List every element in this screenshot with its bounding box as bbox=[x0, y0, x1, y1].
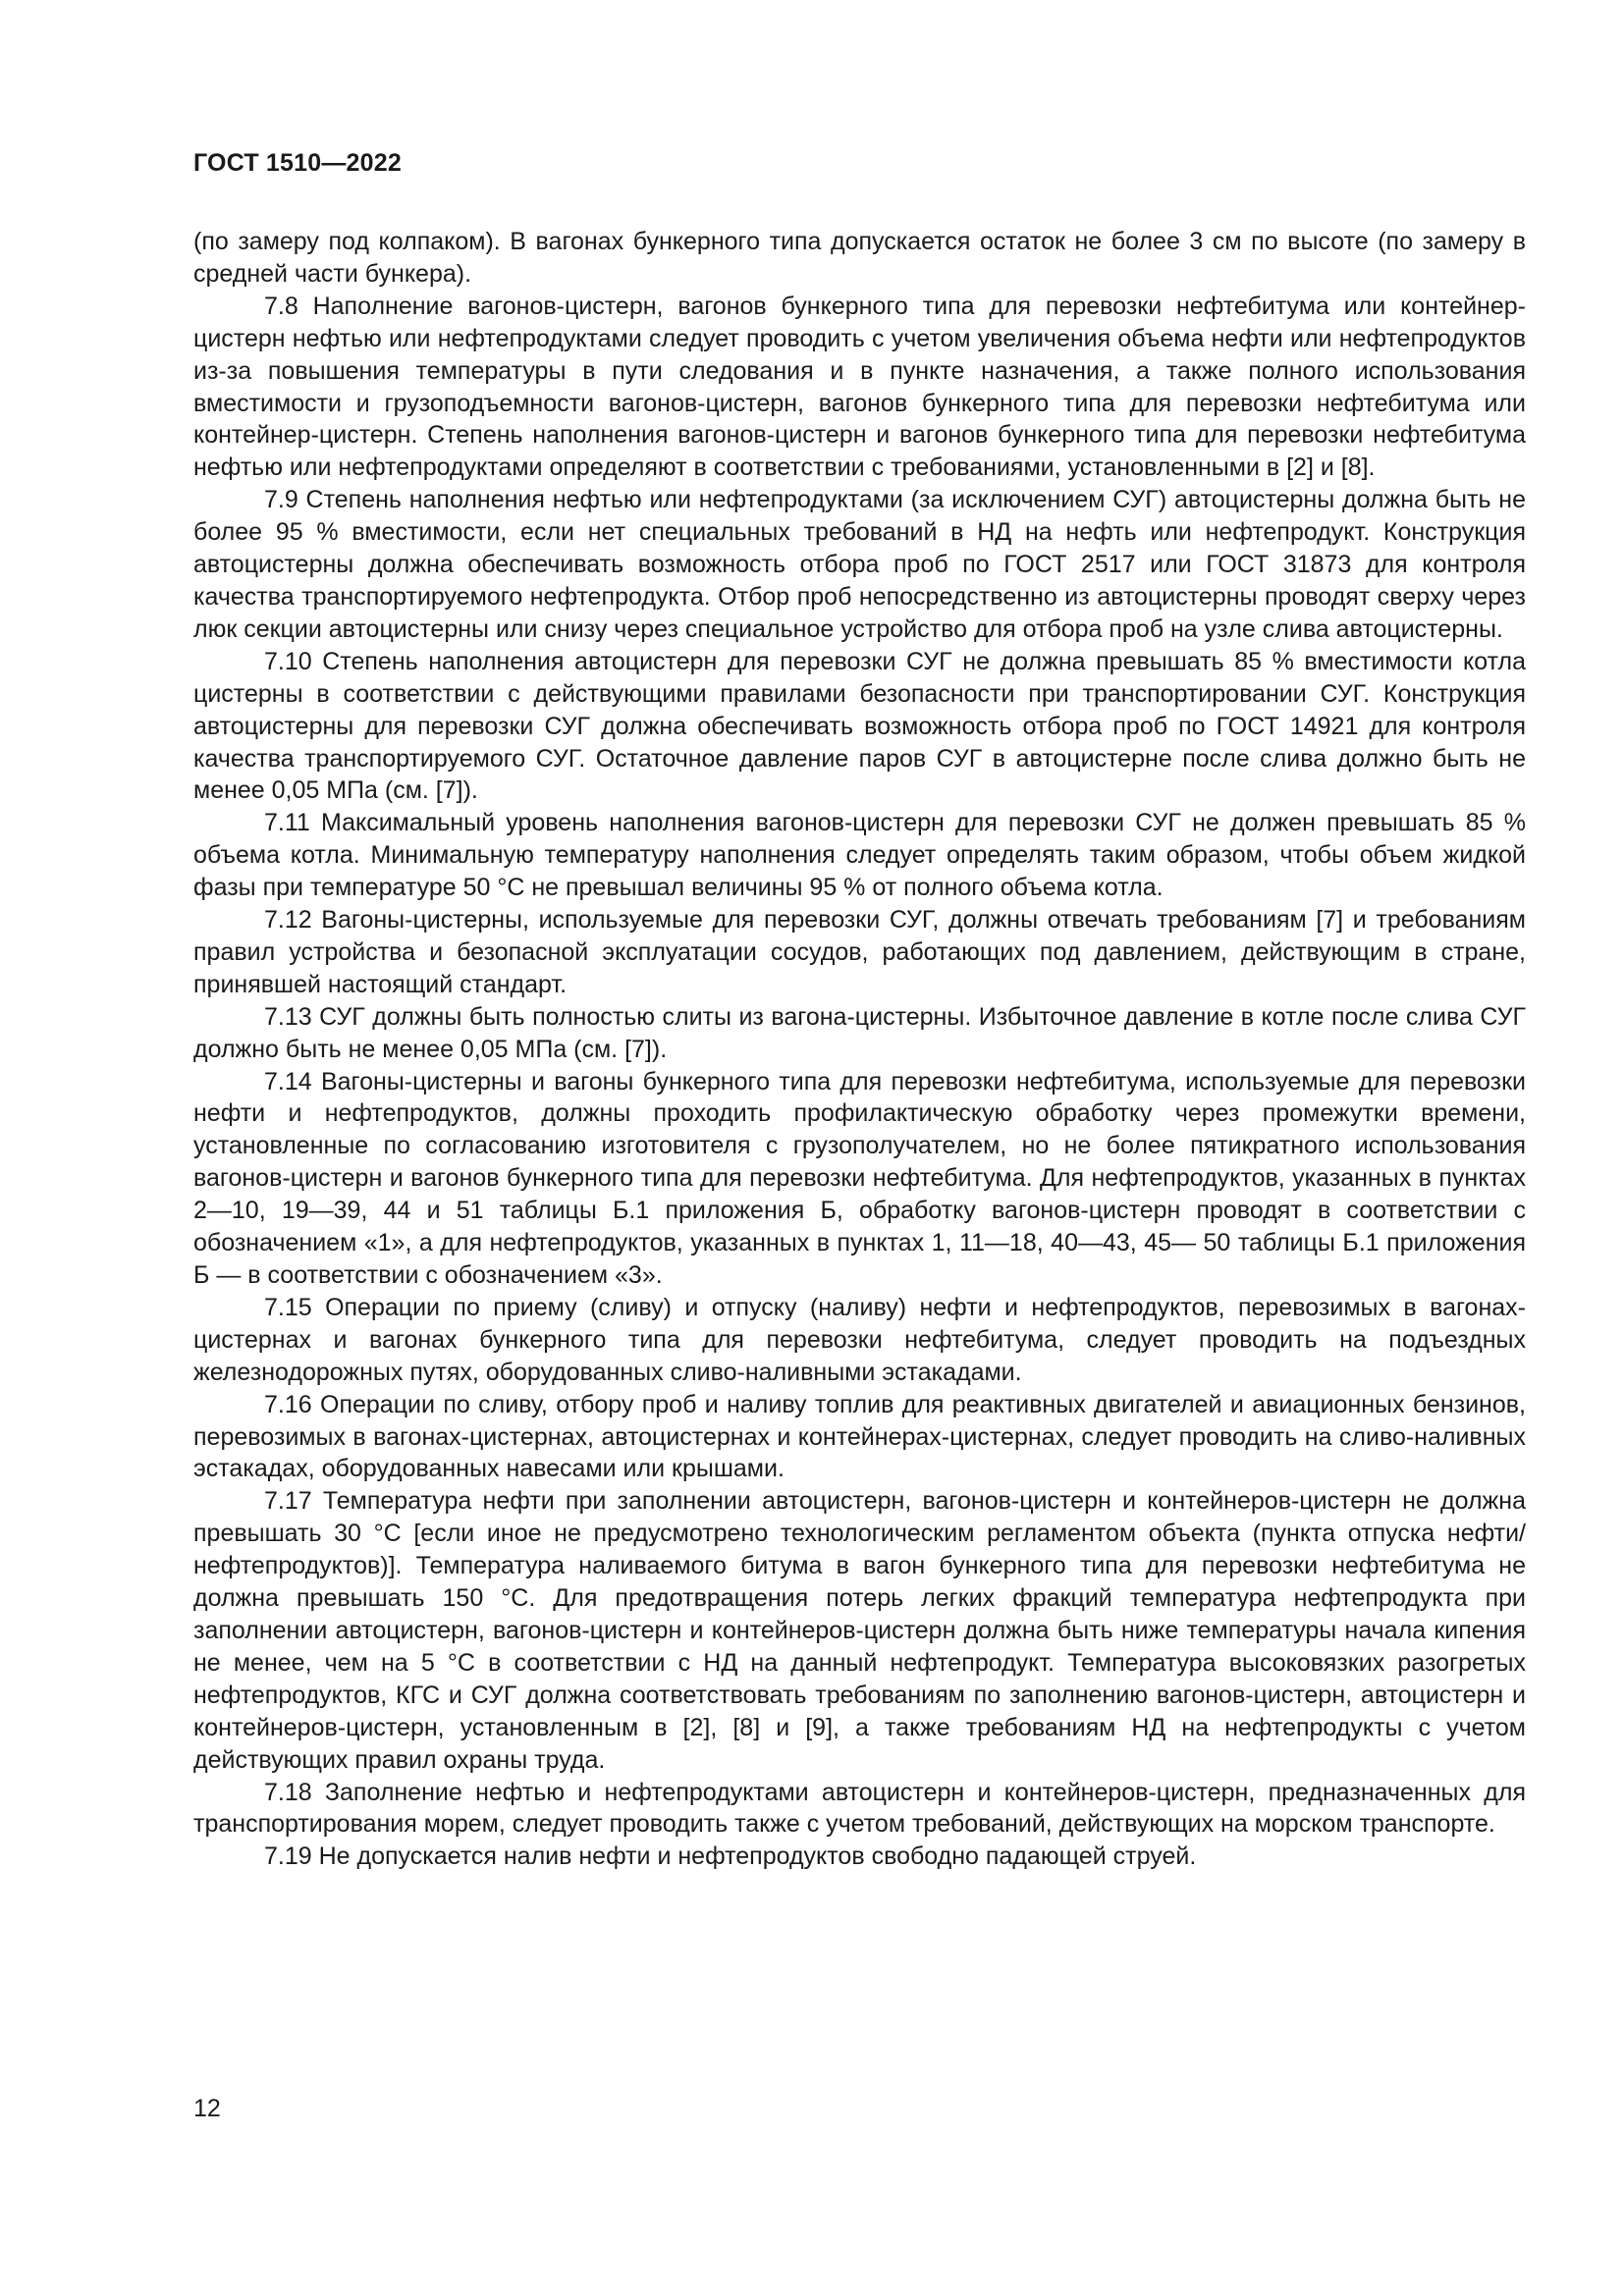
paragraph-7-19: 7.19 Не допускается налив нефти и нефтепродуктов свободно падающей струей. bbox=[264, 1842, 1197, 1871]
paragraph-7-16: 7.16 Операции по сливу, отбору проб и наливу топлив для реактивных двигателей и авиационных бензинов, перевозимых в вагонах-цистернах, автоцистернах и контейнерах-цистернах, следует проводить на сливо-наливных эстакадах, оборудованных навесами или крышами. bbox=[193, 1390, 1526, 1483]
paragraph-7-14: 7.14 Вагоны-цистерны и вагоны бункерного типа для перевозки нефтебитума, используемые для перевозки нефти и нефтепродуктов, должны проходить профилактическую обработку через промежутки времени, установленные по согласованию изготовителя с грузополучателем, но не более пятикратного использования вагонов-цистерн и вагонов бункерного типа для перевозки нефтебитума. Для нефтепродуктов, указанных в пунктах 2—10, 19—39, 44 и 51 таблицы Б.1 приложения Б, обработку вагонов-цистерн проводят в соответствии с обозначением «1», а для нефтепродуктов, указанных в пунктах 1, 11—18, 40—43, 45— 50 таблицы Б.1 приложения Б — в соответствии с обозначением «3». bbox=[193, 1067, 1526, 1289]
paragraph-7-17: 7.17 Температура нефти при заполнении автоцистерн, вагонов-цистерн и контейнеров-цистерн не должна превышать 30 °С [если иное не предусмотрено технологическим регламентом объекта (пункта отпуска нефти/нефтепродуктов)]. Температура наливаемого битума в вагон бункерного типа для перевозки нефтебитума не должна превышать 150 °С. Для предотвращения потерь легких фракций температура нефтепродукта при заполнении автоцистерн, вагонов-цистерн и контейнеров-цистерн должна быть ниже температуры начала кипения не менее, чем на 5 °С в соответствии с НД на данный нефтепродукт. Температура высоковязких разогретых нефтепродуктов, КГС и СУГ должна соответствовать требованиям по заполнению вагонов-цистерн, автоцистерн и контейнеров-цистерн, установленным в [2], [8] и [9], а также требованиям НД на нефтепродукты с учетом действующих правил охраны труда. bbox=[193, 1487, 1526, 1774]
paragraph-7-11: 7.11 Максимальный уровень наполнения вагонов-цистерн для перевозки СУГ не должен превышать 85 % объема котла. Минимальную температуру наполнения следует определять таким образом, чтобы объем жидкой фазы при температуре 50 °С не превышал величины 95 % от полного объема котла. bbox=[193, 809, 1526, 902]
paragraph-7-18: 7.18 Заполнение нефтью и нефтепродуктами автоцистерн и контейнеров-цистерн, предназначенных для транспортирования морем, следует проводить также с учетом требований, действующих на морском транспорте. bbox=[193, 1778, 1526, 1839]
paragraph-7-10: 7.10 Степень наполнения автоцистерн для перевозки СУГ не должна превышать 85 % вместимости котла цистерны в соответствии с действующими правилами безопасности при транспортировании СУГ. Конструкция автоцистерны для перевозки СУГ должна обеспечивать возможность отбора проб по ГОСТ 14921 для контроля качества транспортируемого СУГ. Остаточное давление паров СУГ в автоцистерне после слива должно быть не менее 0,05 МПа (см. [7]). bbox=[193, 647, 1526, 805]
paragraph-7-13: 7.13 СУГ должны быть полностью слиты из вагона-цистерны. Избыточное давление в котле после слива СУГ должно быть не менее 0,05 МПа (см. [7]). bbox=[193, 1002, 1526, 1063]
paragraph-7-12: 7.12 Вагоны-цистерны, используемые для перевозки СУГ, должны отвечать требованиям [7] и требованиям правил устройства и безопасной эксплуатации сосудов, работающих под давлением, действующим в стране, принявшей настоящий стандарт. bbox=[193, 906, 1526, 998]
page-number: 12 bbox=[193, 2095, 221, 2122]
paragraph-7-15: 7.15 Операции по приему (сливу) и отпуску (наливу) нефти и нефтепродуктов, перевозимых в вагонах-цистернах и вагонах бункерного типа для перевозки нефтебитума, следует проводить на подъездных железнодорожных путях, оборудованных сливо-наливными эстакадами. bbox=[193, 1293, 1526, 1386]
paragraph-7-8: 7.8 Наполнение вагонов-цистерн, вагонов бункерного типа для перевозки нефтебитума или контейнер-цистерн нефтью или нефтепродуктами следует проводить с учетом увеличения объема нефти или нефтепродуктов из-за повышения температуры в пути следования и в пункте назначения, а также полного использования вместимости и грузоподъемности вагонов-цистерн, вагонов бункерного типа для перевозки нефтебитума или контейнер-цистерн. Степень наполнения вагонов-цистерн и вагонов бункерного типа для перевозки нефтебитума нефтью или нефтепродуктами определяют в соответствии с требованиями, установленными в [2] и [8]. bbox=[193, 292, 1526, 482]
paragraph-7-9: 7.9 Степень наполнения нефтью или нефтепродуктами (за исключением СУГ) автоцистерны должна быть не более 95 % вместимости, если нет специальных требований в НД на нефть или нефтепродукт. Конструкция автоцистерны должна обеспечивать возможность отбора проб по ГОСТ 2517 или ГОСТ 31873 для контроля качества транспортируемого нефтепродукта. Отбор проб непосредственно из автоцистерны проводят сверху через люк секции автоцистерны или снизу через специальное устройство для отбора проб на узле слива автоцистерны. bbox=[193, 486, 1526, 643]
document-header: ГОСТ 1510—2022 bbox=[193, 149, 402, 177]
document-body bbox=[193, 226, 1526, 1873]
paragraph-continuation: (по замеру под колпаком). В вагонах бункерного типа допускается остаток не более 3 см по высоте (по замеру в средней части бункера). bbox=[193, 228, 1526, 288]
